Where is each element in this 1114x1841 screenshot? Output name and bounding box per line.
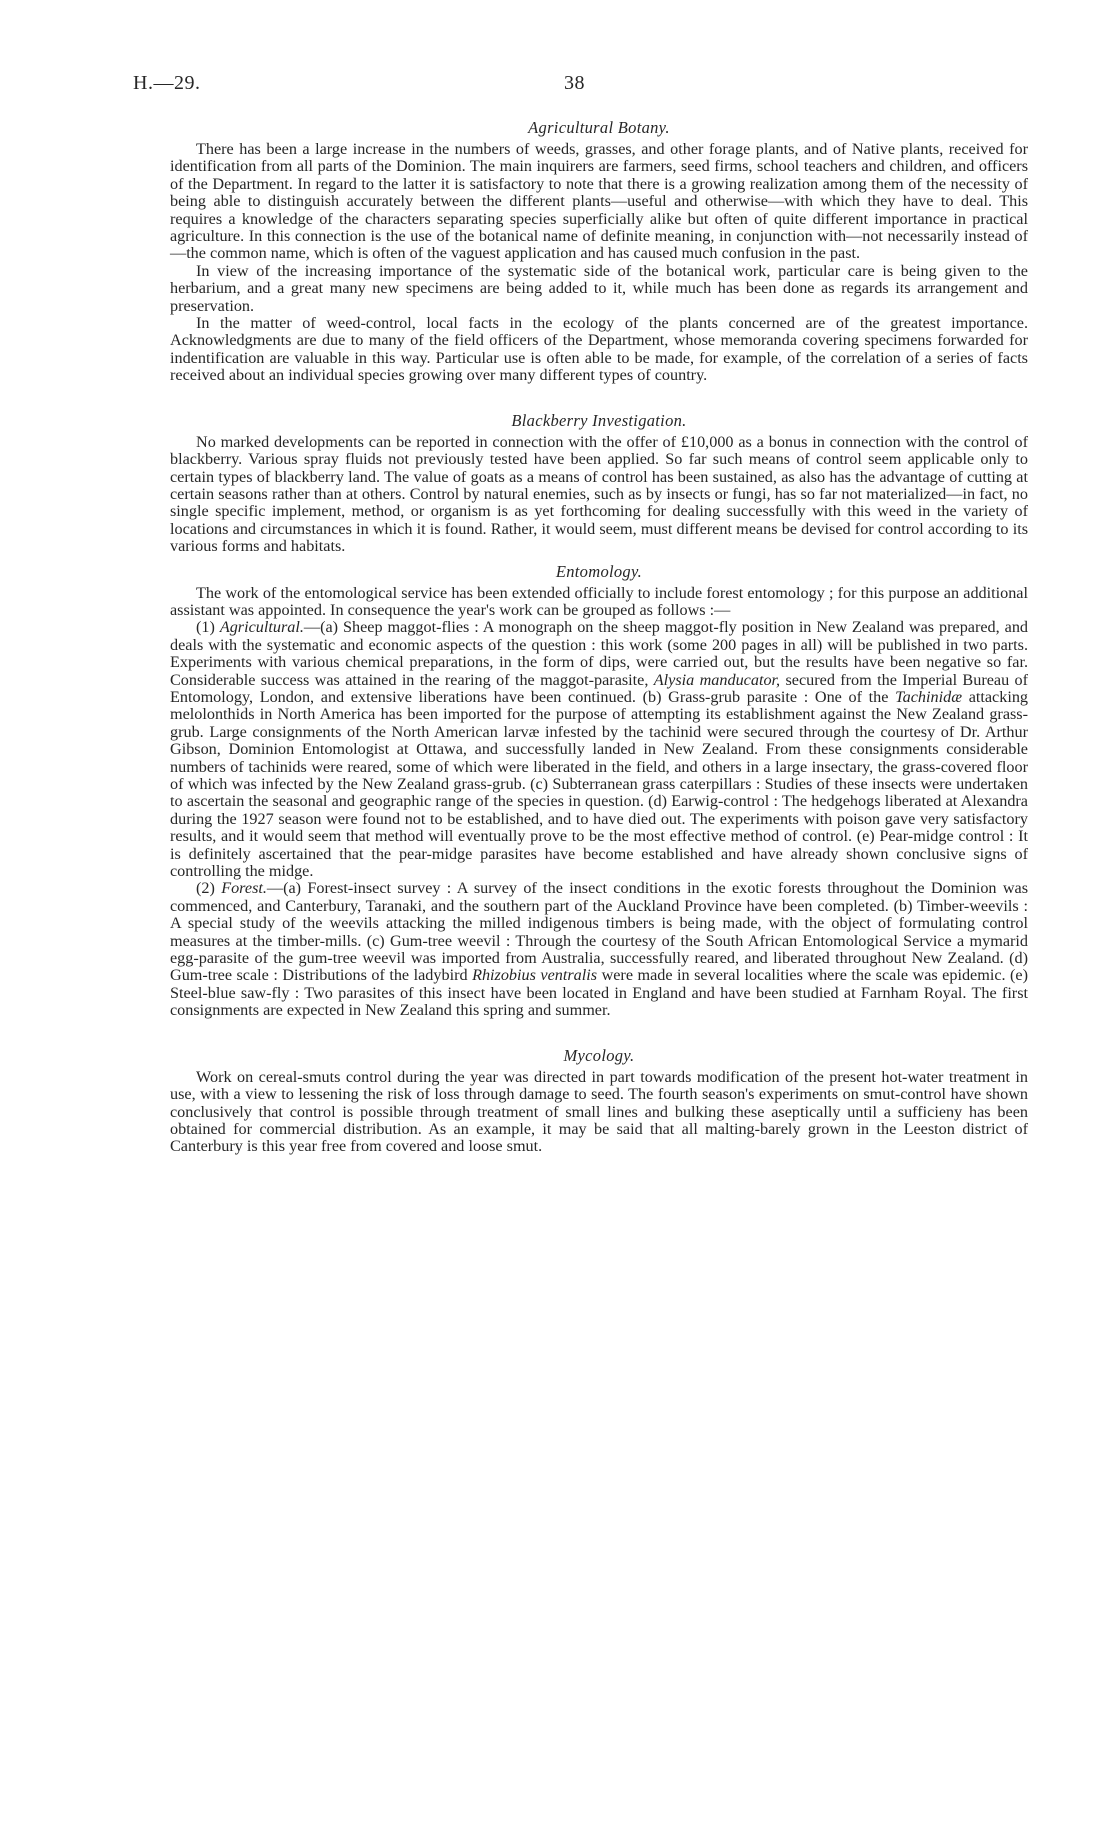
text-run: —(a) Forest-insect survey : A survey of the insect conditions in the exotic forests throughout the Dominion was commenced, and Canterbury, Taranaki, and the southern part of the Auckland Province have been completed. (b) Timber-weevils : A special study of the weevils attacking the milled indigenous timbers is being made, with the object of formulating control measures at the timber-mills. (c) Gum-tree weevil : Through the courtesy of the South African Entomological Service a mymarid egg-parasite of the gum-tree weevil was imported from Australia, successfully reared, and liberated throughout New Zealand. (d) Gum-tree scale : Distributions of the ladybird xyxy=(170,879,1029,985)
item-number: (1) xyxy=(196,618,215,637)
section-mycology xyxy=(170,1046,1028,1156)
document-reference: H.—29. xyxy=(133,72,201,94)
paragraph: Work on cereal-smuts control during the year was directed in part towards modification of the present hot-water treatment in use, with a view to lessening the risk of loss through damage to seed. The fourth season's experiments on smut-control have shown conclusively that control is possible through treatment of small lines and bulking these aseptically until a sufficieny has been obtained for commercial distribution. As an example, it may be said that all malting-barely grown in the Leeston district of Canterbury is this year free from covered and loose smut. xyxy=(170,1067,1028,1156)
section-entomology xyxy=(170,562,1028,1020)
section-heading: Entomology. xyxy=(555,561,643,581)
paragraph: In view of the increasing importance of the systematic side of the botanical work, particular care is being given to the herbarium, and a great many new specimens are being added to it, while much has been done as regards its arrangement and preservation. xyxy=(170,261,1028,315)
item-lead: Forest. xyxy=(221,879,267,898)
family-name: Tachinidæ xyxy=(895,687,963,706)
item-lead: Agricultural. xyxy=(219,618,304,637)
paragraph-agricultural xyxy=(170,619,1028,880)
paragraph-forest xyxy=(170,880,1028,1019)
paragraph: The work of the entomological service has been extended officially to include forest entomology ; for this purpose an additional assistant was appointed. In consequence the year's work can be grouped as follows :— xyxy=(170,583,1028,619)
section-heading: Mycology. xyxy=(563,1045,635,1065)
species-name: Rhizobius ventralis xyxy=(472,966,598,985)
paragraph: In the matter of weed-control, local facts in the ecology of the plants concerned are of the greatest importance. Acknowledgments are due to many of the field officers of the Department, whose memoranda covering specimens forwarded for indentification are valuable in this way. Particular use is often able to be made, for example, of the correlation of a series of facts received about an individual species growing over many different types of country. xyxy=(170,314,1028,385)
species-name: Alysia manducator, xyxy=(653,670,781,689)
text-run: —(a) Sheep maggot-flies : A monograph on the sheep maggot-fly position in New Zealand was prepared, and deals with the systematic and economic aspects of the question : this work (some 200 pages in all) will be published in two parts. Experiments with various chemical preparations, in the form of dips, were carried out, but the results have been negative so far. Considerable success was attained in the rearing of the maggot-parasite, xyxy=(170,618,1029,689)
text-run: were made in several localities where the scale was epidemic. (e) Steel-blue saw-fly : Two parasites of this insect have been located in England and have been studied at Farnham Royal. The first consignments are expected in New Zealand this spring and summer. xyxy=(170,966,1029,1020)
paragraph: There has been a large increase in the numbers of weeds, grasses, and other forage plants, and of Native plants, received for identification from all parts of the Dominion. The main inquirers are farmers, seed firms, school teachers and children, and officers of the Department. In regard to the latter it is satisfactory to note that there is a growing realization among them of the necessity of being able to distinguish accurately between the different plants—useful and otherwise—with which they have to deal. This requires a knowledge of the characters separating species superficially alike but often of quite different importance in practical agriculture. In this connection is the use of the botanical name of definite meaning, in conjunction with—not necessarily instead of—the common name, which is often of the vaguest application and has caused much confusion in the past. xyxy=(170,140,1028,263)
page-number: 38 xyxy=(564,72,585,94)
section-heading: Blackberry Investigation. xyxy=(511,410,687,430)
item-number: (2) xyxy=(196,879,215,898)
text-run: attacking melolonthids in North America has been imported for the purpose of attempting its establishment against the New Zealand grass-grub. Large consignments of the North American larvæ infested by the tachinid were secured through the courtesy of Dr. Arthur Gibson, Dominion Entomologist at Ottawa, and successfully landed in New Zealand. From these consignments considerable numbers of tachinids were reared, some of which were liberated in the field, and others in a large insectary, the grass-covered floor of which was infected by the New Zealand grass-grub. (c) Subterranean grass caterpillars : Studies of these insects were undertaken to ascertain the seasonal and geographic range of the species in question. (d) Earwig-control : The hedgehogs liberated at Alexandra during the 1927 season were found not to be established, and to have died out. The experiments with poison gave very satisfactory results, and it would seem that method will eventually prove to be the most effective method of control. (e) Pear-midge control : It is definitely ascertained that the pear-midge parasites have become established and have already shown conclusive signs of controlling the midge. xyxy=(170,687,1029,881)
section-blackberry-investigation xyxy=(170,411,1028,556)
document-body xyxy=(170,118,1028,1156)
section-agricultural-botany xyxy=(170,118,1028,385)
section-heading: Agricultural Botany. xyxy=(528,118,670,137)
text-run: secured from the Imperial Bureau of Entomology, London, and extensive liberations have been continued. (b) Grass-grub parasite : One of the xyxy=(170,670,1029,706)
paragraph: No marked developments can be reported in connection with the offer of £10,000 as a bonus in connection with the control of blackberry. Various spray fluids not previously tested have been applied. So far such means of control seem applicable only to certain types of blackberry land. The value of goats as a means of control has been sustained, as also has the advantage of cutting at certain seasons rather than at others. Control by natural enemies, such as by insects or fungi, has so far not materialized—in fact, no single specific implement, method, or organism is as yet forthcoming for dealing successfully with this weed in the variety of locations and circumstances in which it is found. Rather, it would seem, must different means be devised for control according to its various forms and habitats. xyxy=(170,432,1028,556)
